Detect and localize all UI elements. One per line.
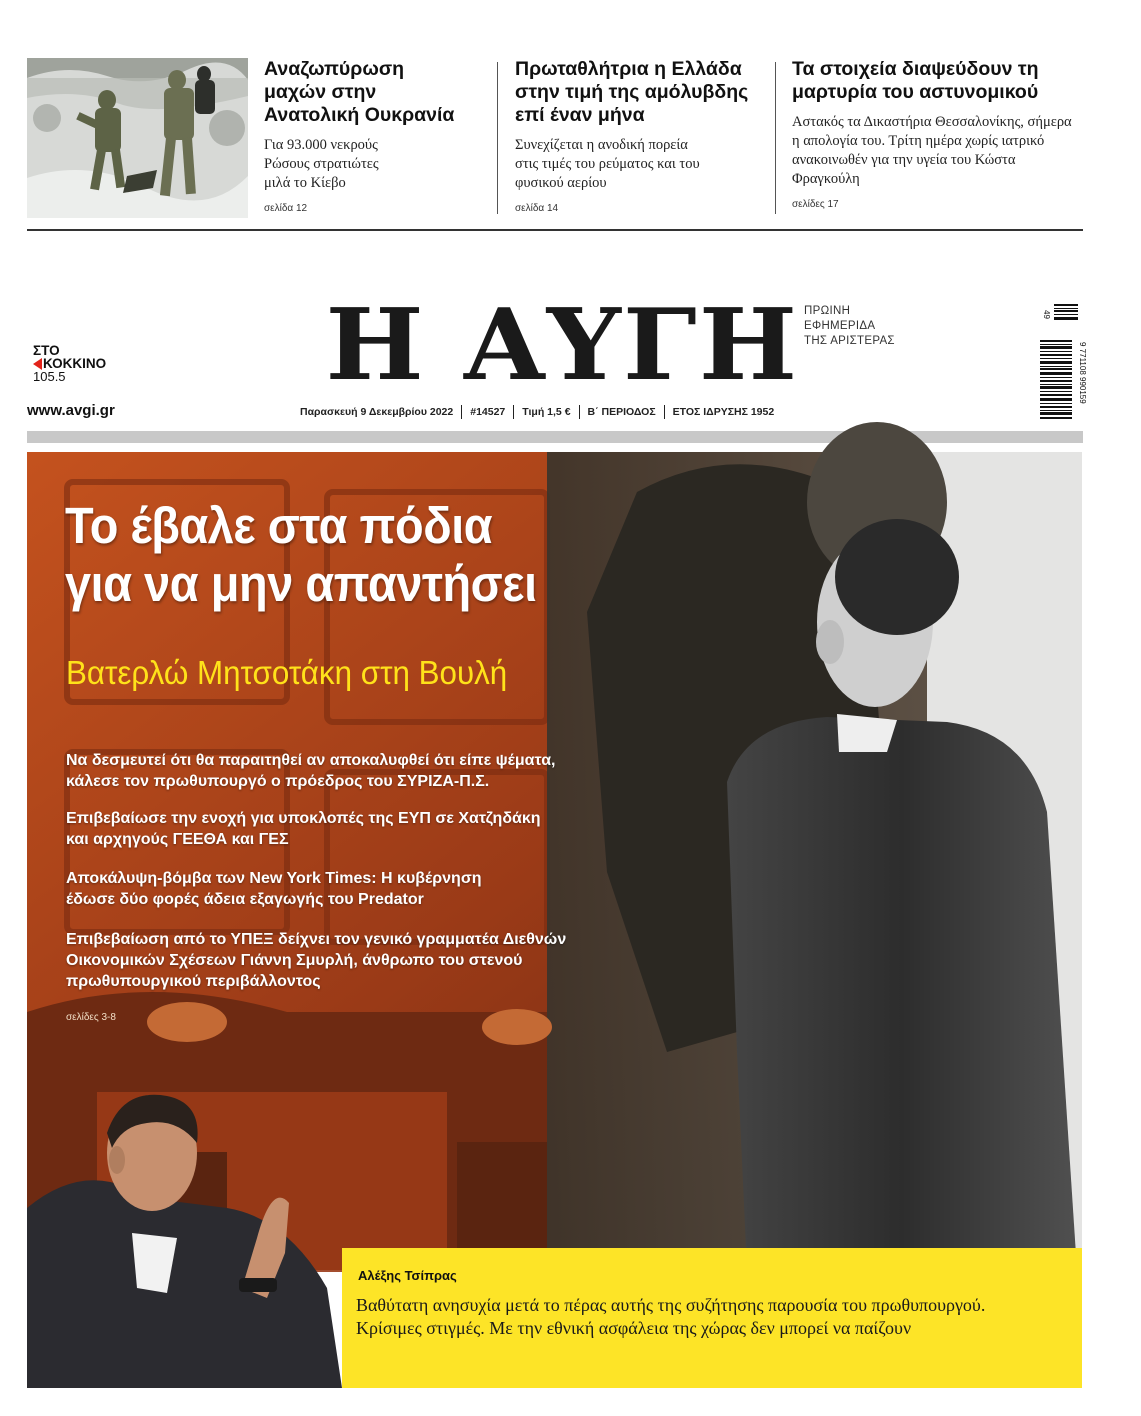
teaser-text: Αστακός τα Δικαστήρια Θεσσαλονίκης, σήμερα η απολογία του. Τρίτη ημέρα χωρίς ιατρικό ανακοινωθέν για την υγεία του Κώστα Φραγκούλη	[792, 114, 1072, 187]
headline-line: για να μην απαντήσει	[65, 555, 537, 612]
bullet-line: Επιβεβαίωση από το ΥΠΕΞ δείχνει τον γενικό γραμματέα Διεθνών	[66, 931, 567, 948]
tsipras-portrait	[27, 1088, 347, 1388]
tagline-line: ΕΦΗΜΕΡΙΔΑ	[804, 320, 876, 332]
teaser-title: Αναζωπύρωση μαχών στην Ανατολική Ουκρανία	[264, 58, 455, 126]
teaser-page: σελίδες 17	[792, 199, 839, 210]
bullet-line: πρωθυπουργικού περιβάλλοντος	[66, 973, 321, 990]
quote-text	[356, 1294, 1076, 1340]
bullet-line: Αποκάλυψη-βόμβα των New York Times: Η κυβέρνηση	[66, 870, 482, 887]
teaser-page: σελίδα 12	[264, 203, 308, 214]
quote-line: Κρίσιμες στιγμές. Με την εθνική ασφάλεια της χώρας δεν μπορεί να παίζουν	[356, 1318, 912, 1338]
lead-bullet	[66, 808, 541, 850]
tagline-line: ΤΗΣ ΑΡΙΣΤΕΡΑΣ	[804, 335, 895, 347]
radio-line1: ΣΤΟ	[33, 343, 60, 358]
column-divider	[497, 62, 498, 214]
website-link[interactable]: www.avgi.gr	[27, 402, 115, 419]
barcode-number: 9 771108 990159	[1078, 342, 1087, 404]
lead-subhead: Βατερλώ Μητσοτάκη στη Βουλή	[66, 654, 508, 691]
bullet-line: και αρχηγούς ΓΕΕΘΑ και ΓΕΣ	[66, 831, 289, 848]
bullet-line: έδωσε δύο φορές άδεια εξαγωγής του Predator	[66, 891, 424, 908]
tagline-line: ΠΡΩΙΝΗ	[804, 305, 851, 317]
barcode	[1040, 300, 1087, 428]
barcode-addon: 49	[1042, 310, 1051, 319]
dateline	[300, 405, 774, 419]
lead-bullet	[66, 750, 555, 792]
bullet-line: κάλεσε τον πρωθυπουργό ο πρόεδρος του ΣΥΡΙΖΑ-Π.Σ.	[66, 773, 490, 790]
quote-line: Βαθύτατη ανησυχία μετά το πέρας αυτής της συζήτησης παρουσία του πρωθυπουργού.	[356, 1295, 986, 1315]
teaser-text: Συνεχίζεται η ανοδική πορεία στις τιμές του ρεύματος και του φυσικού αερίου	[515, 137, 700, 191]
radio-frequency: 105.5	[33, 369, 66, 384]
issue-period: Β΄ ΠΕΡΙΟΔΟΣ	[587, 406, 656, 418]
teaser-police-testimony[interactable]	[792, 58, 1084, 210]
lead-bullet	[66, 868, 482, 910]
divider-line	[27, 229, 1083, 231]
teaser-ukraine[interactable]	[264, 58, 464, 214]
teaser-title: Τα στοιχεία διαψεύδουν τη μαρτυρία του αστυνομικού	[792, 58, 1039, 103]
issue-number: #14527	[470, 406, 506, 418]
issue-date: Παρασκευή 9 Δεκεμβρίου 2022	[300, 406, 454, 418]
radio-line2: ΚΟΚΚΙΝΟ	[43, 356, 107, 371]
lead-headline[interactable]	[65, 497, 537, 613]
teaser-text: Για 93.000 νεκρούς Ρώσους στρατιώτες μιλά το Κίεβο	[264, 137, 379, 191]
bullet-line: Επιβεβαίωσε την ενοχή για υποκλοπές της ΕΥΠ σε Χατζηδάκη	[66, 810, 541, 827]
bullet-line: Να δεσμευτεί ότι θα παραιτηθεί αν αποκαλυφθεί ότι είπε ψέματα,	[66, 752, 556, 769]
ukraine-soldiers-photo	[27, 58, 248, 218]
issue-price: Τιμή 1,5 €	[522, 406, 571, 418]
lead-bullet	[66, 929, 566, 992]
column-divider	[775, 62, 776, 214]
bullet-line: Οικονομικών Σχέσεων Γιάννη Σμυρλή, άνθρωπο του στενού	[66, 952, 523, 969]
quote-author: Αλέξης Τσίπρας	[358, 1268, 457, 1283]
radio-logo[interactable]	[33, 344, 106, 383]
masthead-bar	[27, 431, 1083, 443]
founded-year: ΕΤΟΣ ΙΔΡΥΣΗΣ 1952	[672, 406, 775, 418]
teaser-page: σελίδα 14	[515, 203, 559, 214]
newspaper-tagline	[804, 304, 895, 349]
headline-line: Το έβαλε στα πόδια	[65, 497, 493, 554]
newspaper-title[interactable]: Η ΑΥΓΗ	[325, 288, 800, 403]
lead-pages: σελίδες 3-8	[66, 1012, 116, 1023]
teaser-title: Πρωταθλήτρια η Ελλάδα στην τιμή της αμόλυβδης επί έναν μήνα	[515, 58, 749, 126]
teaser-fuel-prices[interactable]	[515, 58, 760, 214]
radio-arrow-icon	[33, 358, 42, 370]
